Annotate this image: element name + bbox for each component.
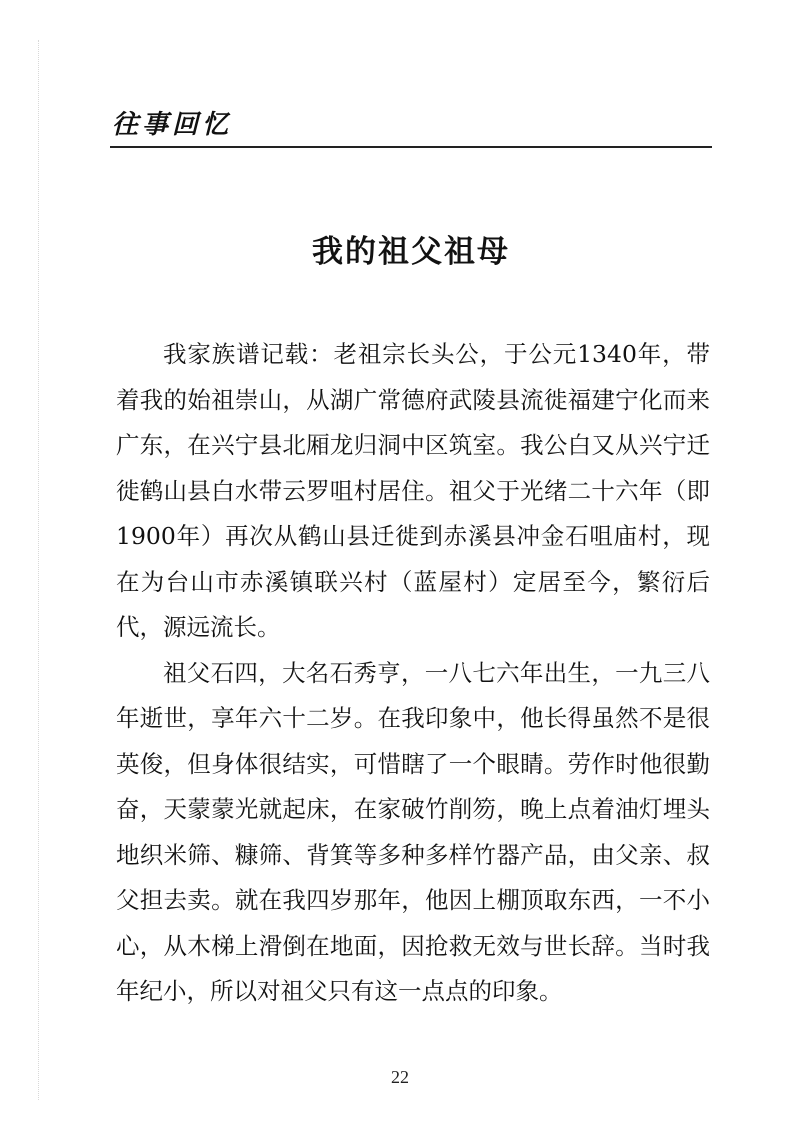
paragraph: 我家族谱记载：老祖宗长头公，于公元1340年，带着我的始祖崇山，从湖广常德府武陵县流徙福建宁化而来广东，在兴宁县北厢龙归洞中区筑室。我公白又从兴宁迁徙鹤山县白水带云罗咀村居住。祖父于光绪二十六年（即1900年）再次从鹤山县迁徙到赤溪县冲金石咀庙村，现在为台山市赤溪镇联兴村（蓝屋村）定居至今，繁衍后代，源远流长。 bbox=[116, 340, 710, 641]
page-number: 22 bbox=[391, 1067, 409, 1087]
scan-edge-mark bbox=[38, 40, 39, 1100]
article-body bbox=[116, 332, 710, 1015]
article-title: 我的祖父祖母 bbox=[312, 234, 510, 270]
header-rule bbox=[110, 146, 712, 148]
running-header: 往事回忆 bbox=[112, 110, 233, 140]
paragraph: 祖父石四，大名石秀亨，一八七六年出生，一九三八年逝世，享年六十二岁。在我印象中，他长得虽然不是很英俊，但身体很结实，可惜瞎了一个眼睛。劳作时他很勤奋，天蒙蒙光就起床，在家破竹削笏，晚上点着油灯埋头地织米筛、糠筛、背箕等多种多样竹器产品，由父亲、叔父担去卖。就在我四岁那年，他因上棚顶取东西，一不小心，从木梯上滑倒在地面，因抢救无效与世长辞。当时我年纪小，所以对祖父只有这一点点的印象。 bbox=[116, 658, 710, 1005]
